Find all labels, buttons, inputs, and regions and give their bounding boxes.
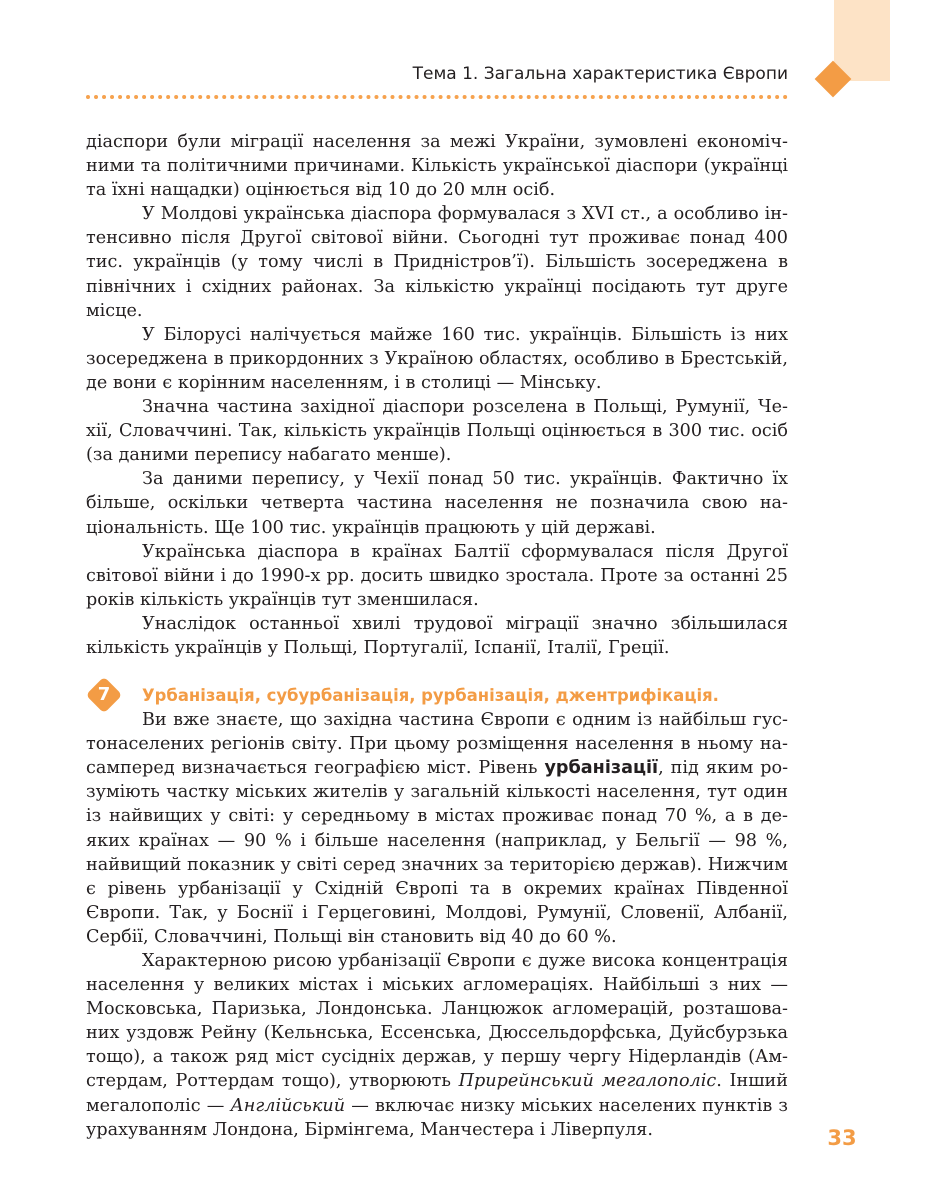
key-term: урбанізації xyxy=(544,758,659,779)
section-title: Урбанізація, субурбанізація, рурбанізація, джентрифікація. xyxy=(142,686,719,706)
italic-term: Англійський xyxy=(230,1095,346,1116)
paragraph: діаспори були міграції населення за межі України, зумовлені економічними та політичними причинами. Кількість української діаспори (українці та їхні нащадки) оцінюється від 10 до 20 млн осіб. xyxy=(86,132,788,201)
paragraph: Українська діаспора в країнах Балтії сформувалася після Другої світової війни і до 1990-х рр. досить швидко зростала. Проте за останні 25 років кількість українців тут зменшилася. xyxy=(86,541,788,610)
paragraph: У Білорусі налічується майже 160 тис. українців. Більшість із них зосереджена в прикордонних з Україною областях, особливо в Брестській, де вони є корінним населенням, і в столиці — Мінську. xyxy=(86,324,788,393)
paragraph: Значна частина західної діаспори розселена в Польщі, Румунії, Чехії, Словаччині. Так, кількість українців Польщі оцінюється в 300 тис. осіб (за даними перепису набагато менше). xyxy=(86,397,788,466)
text-run: — включає низку міських населених пунктів з урахуванням Лондона, Бірмінгема, Манчестера і Ліверпуля. xyxy=(86,1095,788,1140)
paragraph: Унаслідок останньої хвилі трудової міграції значно збільшилася кількість українців у Польщі, Португалії, Іспанії, Італії, Греції. xyxy=(86,613,788,658)
text-run: Характерною рисою урбанізації Європи є дуже висока концентрація населення у великих містах і міських агломераціях. Найбільші з них — Московська, Паризька, Лондонська. Ланцюжок агломерацій, розташованих уздовж Рейну (Кельнська, Ессенська, Дюссельдорфська, Дуйсбурзька тощо), а також ряд міст сусідніх держав, у першу чергу Нідерландів (Амстердам, Роттердам тощо), утворюють xyxy=(86,951,788,1092)
text-run: , під яким розуміють частку міських жителів у загальній кількості населення, тут один із найвищих у світі: у середньому в містах проживає понад 70 %, а в деяких країнах — 90 % і більше населення (наприклад, у Бельгії — 98 %, найвищий показник у світі серед значних за територією держав). Нижчим є рівень урбанізації у Східній Європі та в окремих країнах Південної Європи. Так, у Боснії і Герцеговині, Молдові, Румунії, Словенії, Албанії, Сербії, Словаччині, Польщі він становить від 40 до 60 %. xyxy=(86,758,789,947)
page-number: 33 xyxy=(827,1126,857,1150)
text-run: Ви вже знаєте, що західна частина Європи є одним із найбільш густонаселених регіонів світу. При цьому розміщення населення в ньому насамперед визначається географією міст. Рівень xyxy=(86,710,788,779)
text-run: . Інший мегалополіс — xyxy=(86,1071,788,1116)
paragraph xyxy=(86,708,788,949)
section-urbanization xyxy=(86,684,788,1142)
running-header: Тема 1. Загальна характеристика Європи xyxy=(412,64,788,84)
italic-term: Прирейнський мегалополіс xyxy=(458,1071,717,1092)
paragraph: За даними перепису, у Чехії понад 50 тис. українців. Фактично їх більше, оскільки четверта частина населення не позначила свою національність. Ще 100 тис. українців працюють у цій державі. xyxy=(86,469,788,538)
corner-tab xyxy=(834,0,890,81)
header-divider xyxy=(86,95,788,99)
paragraph: У Молдові українська діаспора формувалася з XVI ст., а особливо інтенсивно після Другої світової війни. Сьогодні тут проживає понад 400 тис. українців (у тому числі в Придністров’ї). Більшість зосереджена в північних і східних районах. За кількістю українці посідають тут друге місце. xyxy=(86,204,788,321)
section-number: 7 xyxy=(97,684,111,706)
page-body xyxy=(86,130,788,1142)
paragraph xyxy=(86,949,788,1142)
section-number-badge xyxy=(91,682,117,708)
